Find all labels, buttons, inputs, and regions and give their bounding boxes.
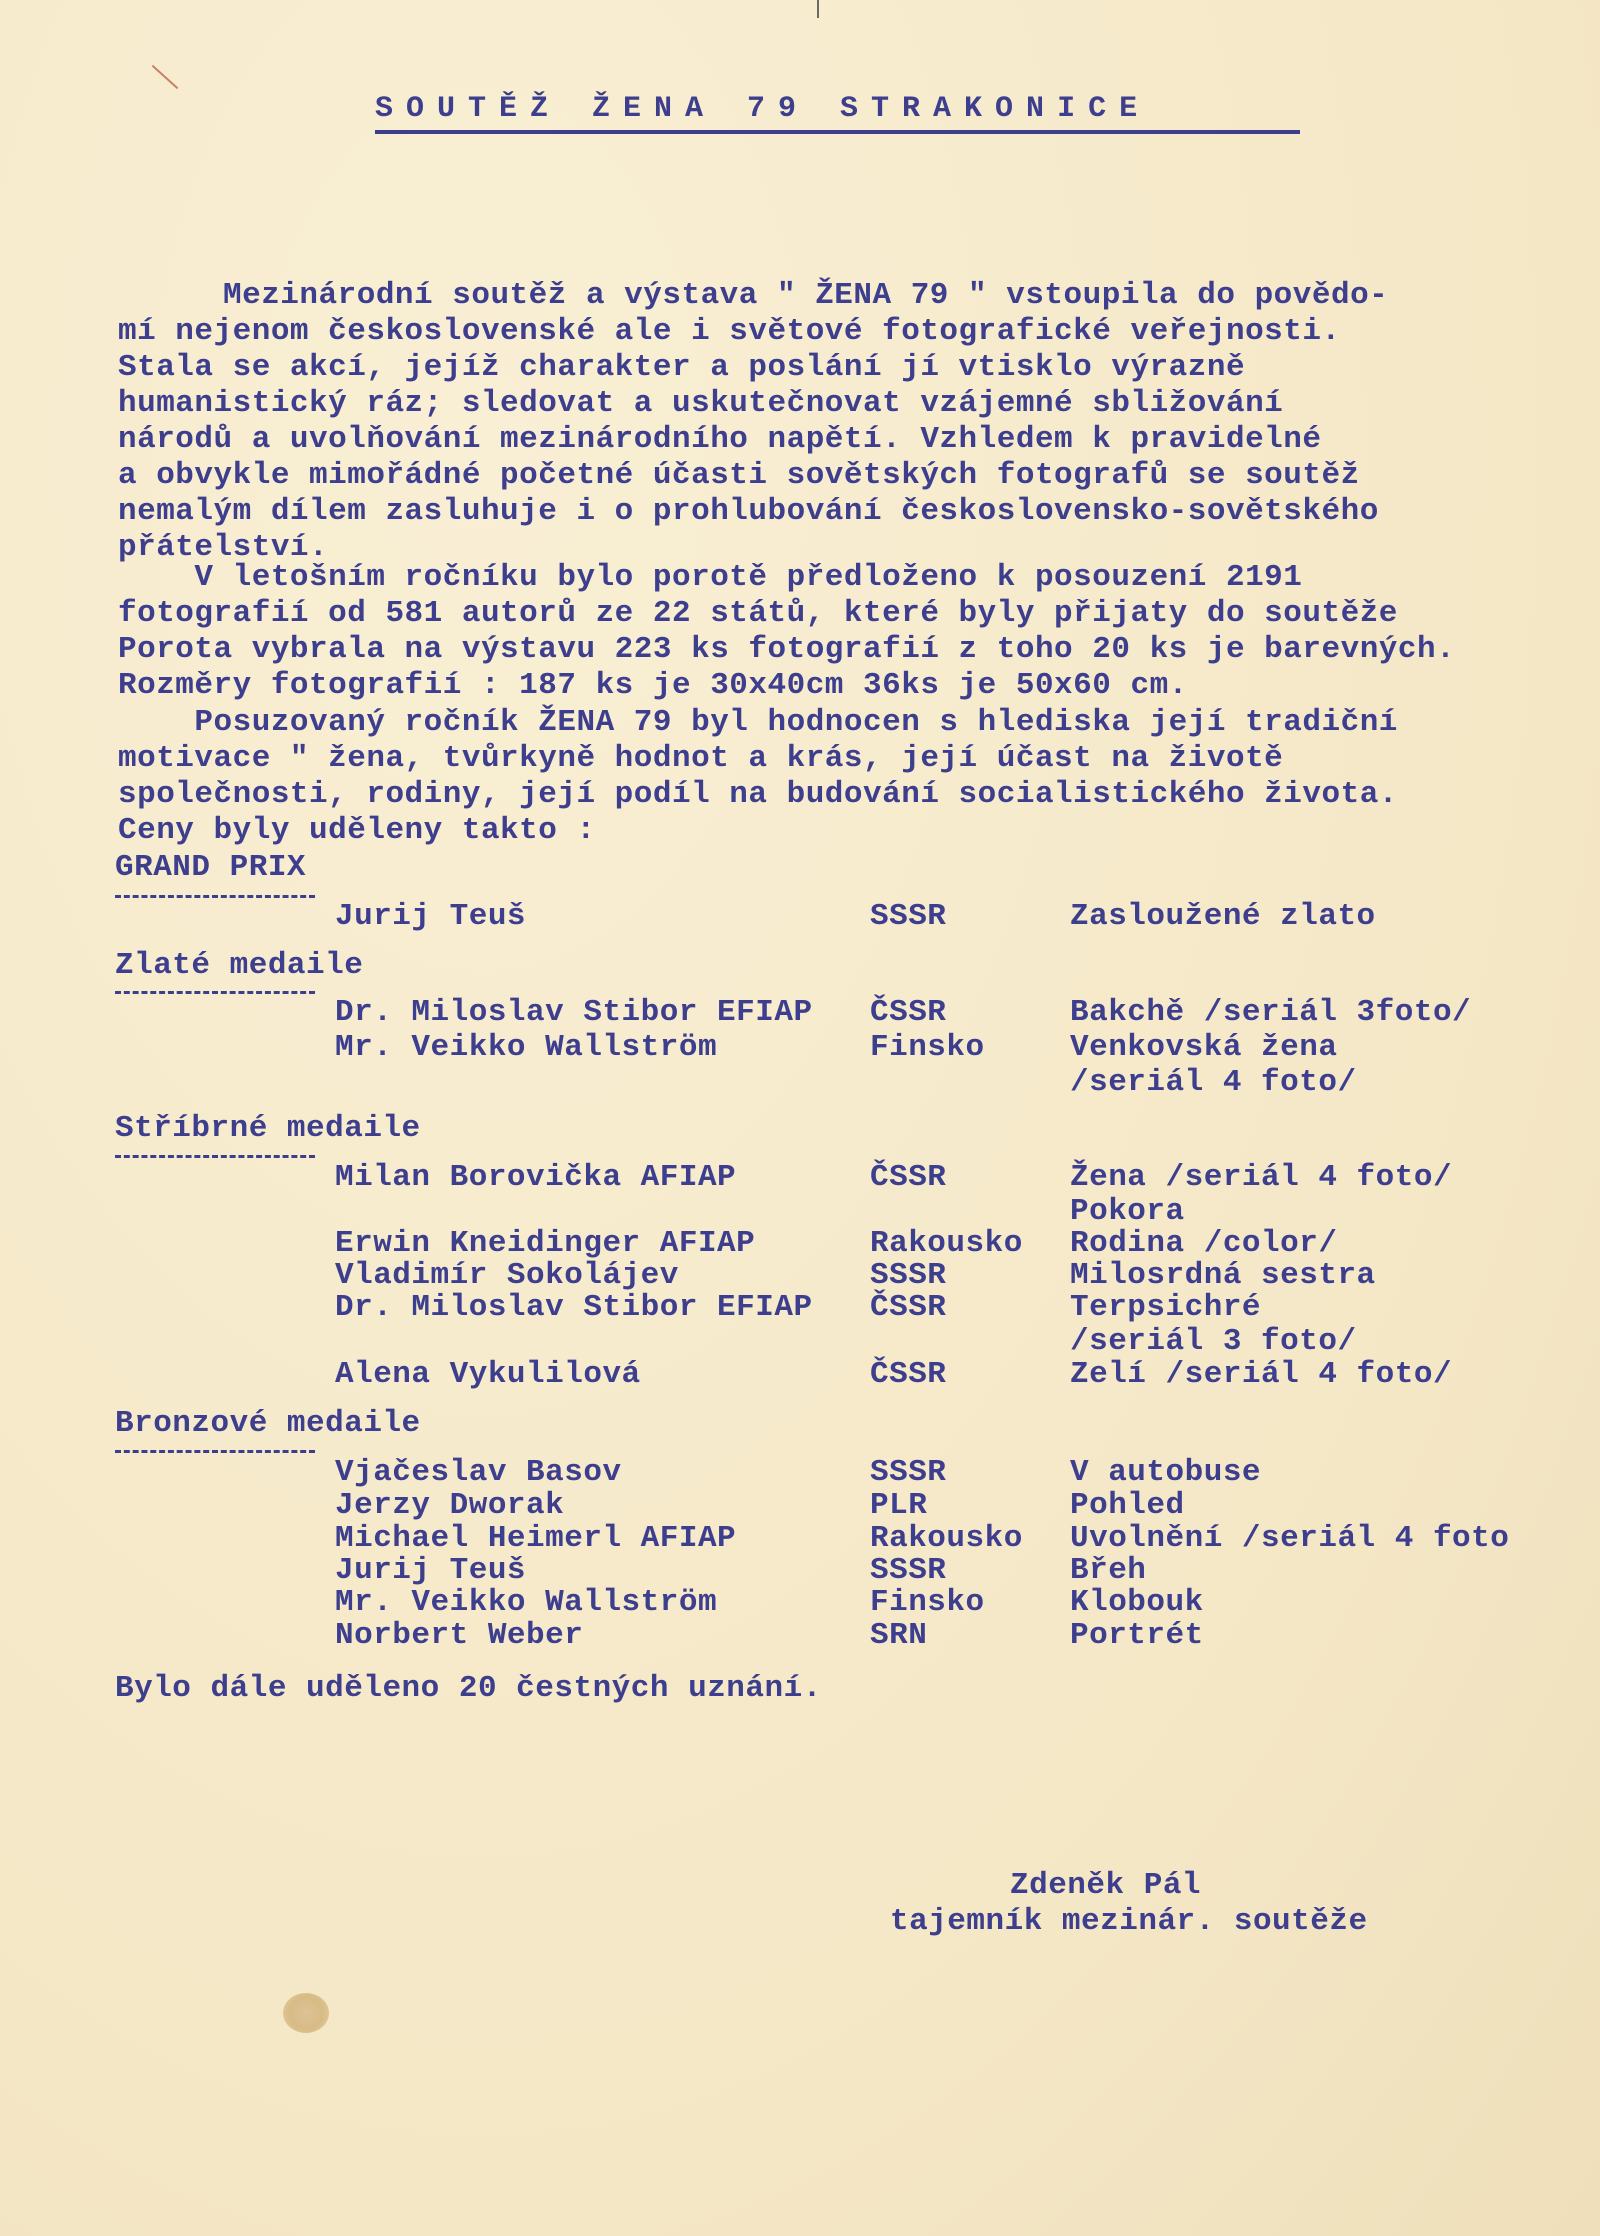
award-work: Klobouk — [1070, 1585, 1204, 1620]
text-line: motivace " žena, tvůrkyně hodnot a krás, její účast na životě — [118, 741, 1284, 776]
award-row — [0, 1553, 1600, 1589]
category-heading: Bronzové medaile — [115, 1406, 421, 1441]
award-author: Jurij Teuš — [335, 1553, 527, 1588]
award-row-continuation — [0, 1194, 1600, 1230]
award-country: Rakousko — [870, 1521, 1023, 1556]
award-work: Portrét — [1070, 1618, 1204, 1653]
text-line: Ceny byly uděleny takto : — [118, 813, 596, 848]
text-line: Stala se akcí, jejíž charakter a poslání jí vtisklo výrazně — [118, 350, 1246, 385]
award-author: Norbert Weber — [335, 1618, 584, 1653]
pencil-mark — [152, 65, 179, 89]
text-line: Rozměry fotografií : 187 ks je 30x40cm 36ks je 50x60 cm. — [118, 668, 1188, 703]
award-work: Žena /seriál 4 foto/ — [1070, 1160, 1453, 1195]
award-work: Pokora — [1070, 1194, 1185, 1229]
award-country: SSSR — [870, 899, 947, 934]
award-row-continuation — [0, 1324, 1600, 1360]
category-underline — [115, 1450, 315, 1453]
category-underline — [115, 1155, 315, 1158]
text-line: humanistický ráz; sledovat a uskutečnovat vzájemné sbližování — [118, 386, 1284, 421]
award-work: Milosrdná sestra — [1070, 1258, 1376, 1293]
edge-mark — [817, 0, 819, 18]
award-row — [0, 1521, 1600, 1557]
award-author: Milan Borovička AFIAP — [335, 1160, 737, 1195]
award-author: Jurij Teuš — [335, 899, 527, 934]
award-author: Vladimír Sokolájev — [335, 1258, 679, 1293]
signature-name: Zdeněk Pál — [1010, 1868, 1202, 1903]
award-country: Rakousko — [870, 1226, 1023, 1261]
award-author: Mr. Veikko Wallström — [335, 1585, 718, 1620]
award-country: SSSR — [870, 1455, 947, 1490]
signature-role: tajemník mezinár. soutěže — [890, 1904, 1368, 1939]
award-author: Erwin Kneidinger AFIAP — [335, 1226, 756, 1261]
award-row — [0, 899, 1600, 935]
award-work: Zasloužené zlato — [1070, 899, 1376, 934]
text-line: Porota vybrala na výstavu 223 ks fotografií z toho 20 ks je barevných. — [118, 632, 1456, 667]
award-author: Michael Heimerl AFIAP — [335, 1521, 737, 1556]
document-title: SOUTĚŽ ŽENA 79 STRAKONICE — [375, 92, 1300, 134]
award-author: Jerzy Dworak — [335, 1488, 565, 1523]
award-work: Venkovská žena — [1070, 1030, 1338, 1065]
category-heading: Stříbrné medaile — [115, 1111, 421, 1146]
text-line: Mezinárodní soutěž a výstava " ŽENA 79 " vstoupila do povědo- — [223, 278, 1389, 313]
award-author: Mr. Veikko Wallström — [335, 1030, 718, 1065]
award-country: Finsko — [870, 1030, 985, 1065]
award-work: Uvolnění /seriál 4 foto — [1070, 1521, 1510, 1556]
text-line: fotografií od 581 autorů ze 22 států, které byly přijaty do soutěže — [118, 596, 1398, 631]
award-country: SSSR — [870, 1258, 947, 1293]
award-work: /seriál 4 foto/ — [1070, 1065, 1357, 1100]
text-line: nemalým dílem zasluhuje i o prohlubování československo-sovětského — [118, 494, 1379, 529]
award-country: ČSSR — [870, 1357, 947, 1392]
award-country: Finsko — [870, 1585, 985, 1620]
award-author: Dr. Miloslav Stibor EFIAP — [335, 1290, 813, 1325]
award-work: Zelí /seriál 4 foto/ — [1070, 1357, 1453, 1392]
award-row — [0, 1290, 1600, 1326]
award-work: /seriál 3 foto/ — [1070, 1324, 1357, 1359]
category-underline — [115, 895, 315, 898]
award-row — [0, 1226, 1600, 1262]
award-row — [0, 1618, 1600, 1654]
award-author: Vjačeslav Basov — [335, 1455, 622, 1490]
text-line: mí nejenom československé ale i světové fotografické veřejnosti. — [118, 314, 1341, 349]
award-country: ČSSR — [870, 1160, 947, 1195]
paper-stain — [283, 1993, 329, 2033]
text-line: V letošním ročníku bylo porotě předloženo k posouzení 2191 — [118, 560, 1303, 595]
award-country: ČSSR — [870, 1290, 947, 1325]
award-author: Dr. Miloslav Stibor EFIAP — [335, 995, 813, 1030]
award-work: Pohled — [1070, 1488, 1185, 1523]
text-line: a obvykle mimořádné početné účasti sovětských fotografů se soutěž — [118, 458, 1360, 493]
award-work: Terpsichré — [1070, 1290, 1262, 1325]
award-row-continuation — [0, 1065, 1600, 1101]
closing-note: Bylo dále uděleno 20 čestných uznání. — [115, 1671, 822, 1706]
category-heading: Zlaté medaile — [115, 948, 364, 983]
award-work: Břeh — [1070, 1553, 1147, 1588]
award-country: ČSSR — [870, 995, 947, 1030]
award-country: SSSR — [870, 1553, 947, 1588]
award-row — [0, 1455, 1600, 1491]
award-work: Rodina /color/ — [1070, 1226, 1338, 1261]
award-country: PLR — [870, 1488, 928, 1523]
award-row — [0, 1357, 1600, 1393]
award-author: Alena Vykulilová — [335, 1357, 641, 1392]
category-heading: GRAND PRIX — [115, 850, 307, 885]
award-work: Bakchě /seriál 3foto/ — [1070, 995, 1472, 1030]
award-country: SRN — [870, 1618, 928, 1653]
award-row — [0, 1488, 1600, 1524]
award-row — [0, 1258, 1600, 1294]
award-work: V autobuse — [1070, 1455, 1262, 1490]
category-underline — [115, 991, 315, 994]
text-line: Posuzovaný ročník ŽENA 79 byl hodnocen s hlediska její tradiční — [118, 705, 1398, 740]
text-line: společnosti, rodiny, její podíl na budování socialistického života. — [118, 777, 1398, 812]
award-row — [0, 1585, 1600, 1621]
text-line: přátelství. — [118, 530, 329, 565]
text-line: národů a uvolňování mezinárodního napětí. Vzhledem k pravidelné — [118, 422, 1322, 457]
award-row — [0, 1030, 1600, 1066]
award-row — [0, 995, 1600, 1031]
award-row — [0, 1160, 1600, 1196]
